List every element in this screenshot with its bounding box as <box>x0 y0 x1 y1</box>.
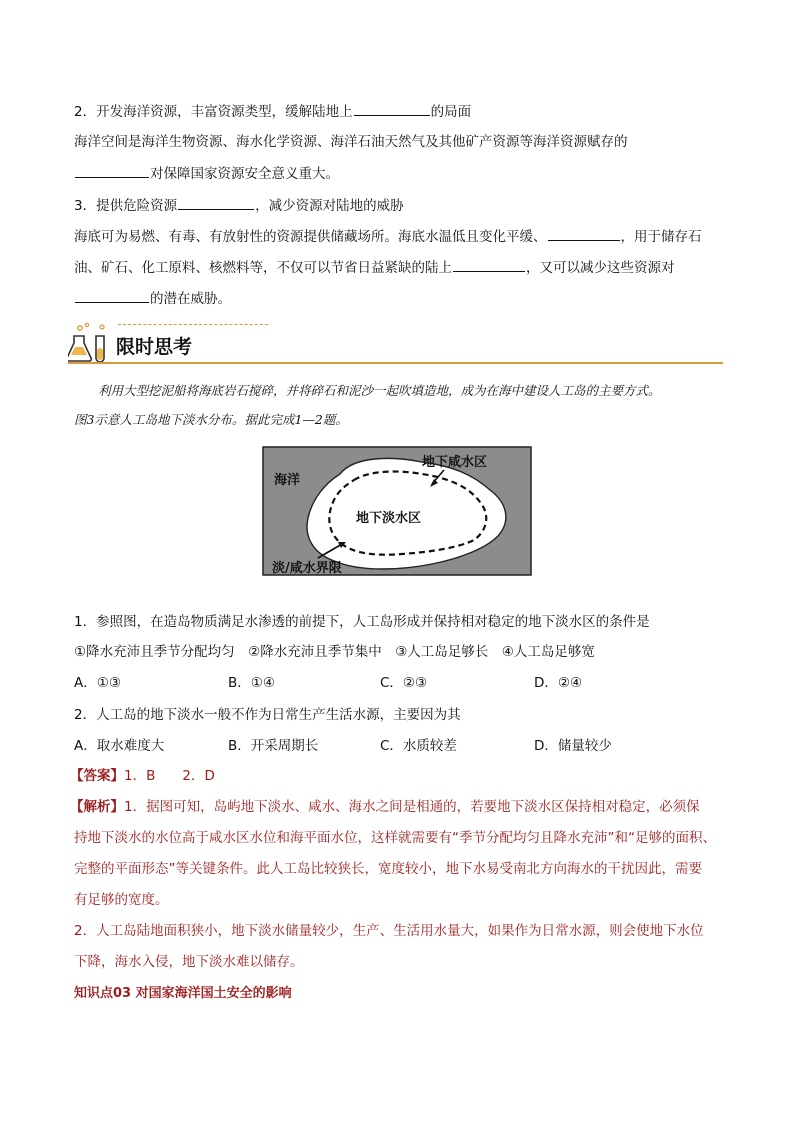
answer-label: 【答案】 <box>70 768 124 784</box>
ocean-label: 海洋 <box>274 473 301 488</box>
knowledge-heading: 知识点03 对国家海洋国土安全的影响 <box>74 986 292 1001</box>
item2-body-line2 <box>74 163 339 184</box>
item3-body2-pre: 油、矿石、化工原料、核燃料等，不仅可以节省日益紧缺的陆上 <box>74 260 452 276</box>
q2-stem: 2．人工岛的地下淡水一般不作为日常生产生活水源，主要因为其 <box>74 707 461 723</box>
answer-blank[interactable] <box>548 226 620 241</box>
item3-body2-post: ，又可以减少这些资源对 <box>526 260 675 276</box>
item3-body-line2 <box>74 257 675 278</box>
analysis-line1 <box>70 797 700 817</box>
analysis-line1-text: 1．据图可知，岛屿地下淡水、咸水、海水之间是相通的，若要地下淡水区保持相对稳定，必须保 <box>124 799 700 815</box>
q2-option-c[interactable]: C．水质较差 <box>380 738 457 754</box>
analysis-line3: 完整的平面形态”等关键条件。此人工岛比较狭长，宽度较小，地下水易受南北方向海水的干扰因此，需要 <box>74 861 702 877</box>
intro-line1: 利用大型挖泥船将海底岩石搅碎，并将碎石和泥沙一起吹填造地，成为在海中建设人工岛的主要方式。 <box>98 383 661 398</box>
answer-blank[interactable] <box>75 288 149 303</box>
section-header <box>68 320 723 366</box>
header-rule <box>68 362 723 364</box>
header-dash <box>118 324 268 325</box>
answer-blank[interactable] <box>178 195 254 210</box>
analysis-line4: 有足够的宽度。 <box>74 892 169 908</box>
boundary-label: 淡/咸水界限 <box>272 561 342 576</box>
analysis-label: 【解析】 <box>70 799 124 815</box>
q1-option-d[interactable]: D．②④ <box>534 675 583 691</box>
q1-stem: 1．参照图，在造岛物质满足水渗透的前提下，人工岛形成并保持相对稳定的地下淡水区的条件是 <box>74 614 650 630</box>
flask-beaker-icon <box>68 322 112 364</box>
answer-blank[interactable] <box>75 163 149 178</box>
q2-option-d[interactable]: D．储量较少 <box>534 738 612 754</box>
island-groundwater-diagram <box>262 446 532 576</box>
item3-body3-post: 的潜在威胁。 <box>150 291 231 307</box>
q1-conditions: ①降水充沛且季节分配均匀 ②降水充沛且季节集中 ③人工岛足够长 ④人工岛足够宽 <box>74 644 595 660</box>
saline-label: 地下咸水区 <box>422 455 488 470</box>
item2-heading-post: 的局面 <box>430 104 472 120</box>
section-title: 限时思考 <box>116 336 193 358</box>
item3-body-line3 <box>74 288 231 309</box>
answer-blank[interactable] <box>453 257 525 272</box>
q2-option-a[interactable]: A．取水难度大 <box>74 738 165 754</box>
q2-option-b[interactable]: B．开采周期长 <box>228 738 319 754</box>
item2-body2-post: 对保障国家资源安全意义重大。 <box>150 166 339 182</box>
q1-option-b[interactable]: B．①④ <box>228 675 275 691</box>
q1-option-a[interactable]: A．①③ <box>74 675 121 691</box>
item2-heading <box>74 101 471 122</box>
q1-option-c[interactable]: C．②③ <box>380 675 428 691</box>
analysis-line6: 下降，海水入侵，地下淡水难以储存。 <box>74 954 304 970</box>
item3-heading-pre: 3．提供危险资源 <box>74 198 178 214</box>
item2-body-line1: 海洋空间是海洋生物资源、海水化学资源、海洋石油天然气及其他矿产资源等海洋资源赋存的 <box>74 134 628 150</box>
item3-body-line1 <box>74 226 702 247</box>
analysis-line5: 2．人工岛陆地面积狭小，地下淡水储量较少，生产、生活用水量大，如果作为日常水源，则会使地下水位 <box>74 923 704 939</box>
intro-line2: 图3示意人工岛地下淡水分布。据此完成1—2题。 <box>74 412 348 427</box>
item2-heading-pre: 2．开发海洋资源，丰富资源类型，缓解陆地上 <box>74 104 353 120</box>
item3-heading <box>74 195 404 216</box>
answer-line <box>70 766 215 786</box>
analysis-line2: 持地下淡水的水位高于咸水区水位和海平面水位，这样就需要有“季节分配均匀且降水充沛”和“足够的面积、 <box>74 830 716 846</box>
fresh-label: 地下淡水区 <box>356 511 422 526</box>
item3-body1-post: ，用于储存石 <box>620 229 702 245</box>
item3-body1-pre: 海底可为易燃、有毒、有放射性的资源提供储藏场所。海底水温低且变化平缓、 <box>74 229 547 245</box>
answer-text: 1．B 2．D <box>124 768 215 784</box>
answer-blank[interactable] <box>354 101 430 116</box>
item3-heading-post: ，减少资源对陆地的威胁 <box>255 198 404 214</box>
